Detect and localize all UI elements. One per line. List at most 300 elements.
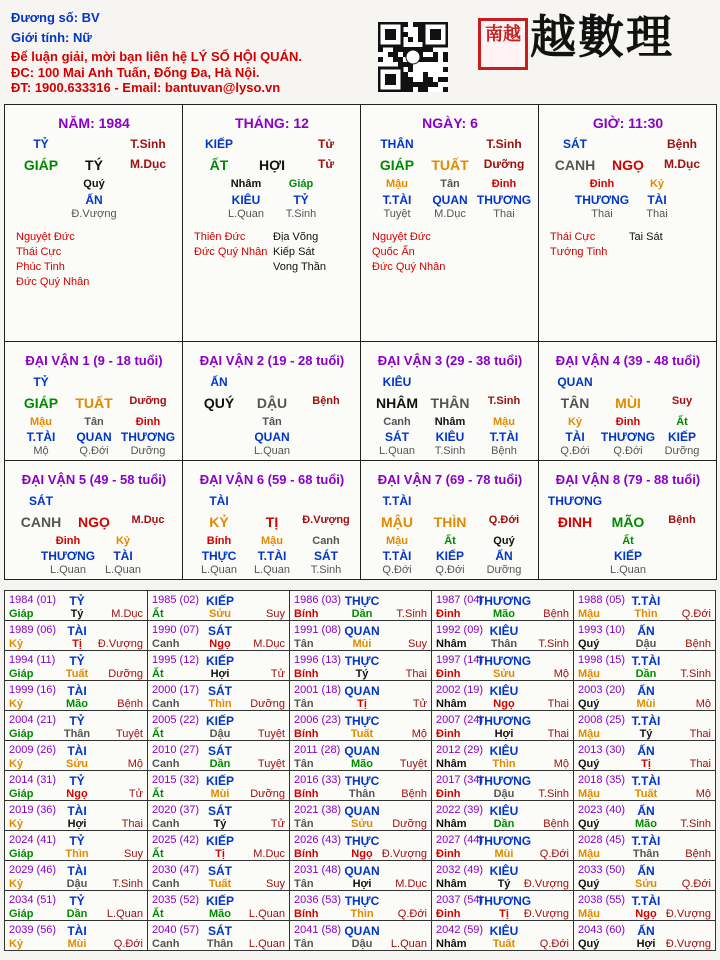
year-label: 1993 (10) <box>578 624 626 636</box>
year-stem: Đinh <box>436 848 461 860</box>
year-stage: Bệnh <box>685 638 711 650</box>
year-god: TÀI <box>67 924 87 938</box>
hidden-stage: L.Quan <box>227 208 265 220</box>
year-label: 2038 (55) <box>578 894 626 906</box>
hidden-stem: Mậu <box>386 178 408 190</box>
year-stage: M.Dục <box>111 608 143 620</box>
year-branch: Thìn <box>634 608 658 620</box>
year-branch: Mùi <box>636 698 656 710</box>
hidden-god: THƯƠNG <box>40 549 96 563</box>
year-stem: Giáp <box>9 728 34 740</box>
hidden-god: T.TÀI <box>382 549 412 563</box>
year-label: 1990 (07) <box>152 624 200 636</box>
year-branch: Tuất <box>65 668 89 680</box>
year-stem: Canh <box>152 638 180 650</box>
hidden-stem: Đinh <box>55 535 81 547</box>
star-item: Phúc Tinh <box>16 261 65 273</box>
year-label: 2030 (47) <box>152 864 200 876</box>
year-label: 2020 (37) <box>152 804 200 816</box>
year-stem: Tân <box>294 758 314 770</box>
hidden-stage: Thai <box>646 208 668 220</box>
hidden-stage: Đ.Vượng <box>71 208 117 220</box>
year-branch: Tý <box>213 818 227 830</box>
year-god: SÁT <box>208 924 232 938</box>
year-cell <box>289 620 432 651</box>
star-item: Đức Quý Nhân <box>372 261 446 273</box>
year-stage: Q.Đới <box>539 938 569 950</box>
hidden-god: T.TÀI <box>489 430 519 444</box>
logo-char: 數 <box>578 10 626 64</box>
year-stem: Đinh <box>436 788 461 800</box>
hidden-stem: Nhâm <box>230 178 262 190</box>
year-cell <box>431 590 574 621</box>
hidden-stem: Tân <box>84 416 104 428</box>
year-stem: Quý <box>578 938 600 950</box>
owner-line: Đương số: BV <box>11 10 100 25</box>
year-stem: Mậu <box>578 908 600 920</box>
year-cell <box>147 740 290 771</box>
year-branch: Thìn <box>65 848 89 860</box>
year-god: QUAN <box>344 744 380 758</box>
year-stage: Tuyệt <box>399 758 427 770</box>
year-stage: Mộ <box>695 698 711 710</box>
logo-char: 越 <box>530 10 578 64</box>
year-branch: Mùi <box>352 638 372 650</box>
gender-line: Giới tính: Nữ <box>11 30 92 45</box>
stage-note: Dưỡng <box>129 395 167 407</box>
year-stem: Kỷ <box>9 638 24 650</box>
luck-title: ĐẠI VẬN 1 (9 - 18 tuổi) <box>25 353 163 368</box>
luck-pillar-1 <box>4 341 183 461</box>
year-god: T.TÀI <box>631 774 661 788</box>
year-stage: M.Dục <box>395 878 427 890</box>
year-stage: Suy <box>266 878 285 890</box>
heavenly-stem: QUÝ <box>203 395 235 411</box>
logo-title <box>530 10 674 64</box>
year-stage: Đ.Vượng <box>381 848 427 860</box>
year-label: 2037 (54) <box>436 894 484 906</box>
year-stage: Thai <box>689 728 711 740</box>
earthly-branch: TÝ <box>85 157 103 173</box>
year-god: T.TÀI <box>631 654 661 668</box>
ten-god: ẤN <box>210 375 228 389</box>
year-label: 2040 (57) <box>152 924 200 936</box>
year-cell <box>4 890 148 921</box>
year-label: 1998 (15) <box>578 654 626 666</box>
hidden-god: TÀI <box>647 193 667 207</box>
star-item: Kiếp Sát <box>273 246 315 258</box>
year-stage: Dưỡng <box>392 818 427 830</box>
year-stage: L.Quan <box>248 938 285 950</box>
year-cell <box>431 770 574 801</box>
year-cell <box>431 800 574 831</box>
year-label: 2017 (34) <box>436 774 484 786</box>
luck-pillar-4 <box>538 341 717 461</box>
year-label: 2029 (46) <box>9 864 57 876</box>
year-god: TỶ <box>69 774 85 788</box>
year-stem: Bính <box>294 848 319 860</box>
year-label: 2000 (17) <box>152 684 200 696</box>
year-label: 2026 (43) <box>294 834 342 846</box>
hidden-god: KIẾP <box>435 549 465 563</box>
hidden-stage: T.Sinh <box>310 564 342 576</box>
hidden-stem: Bính <box>206 535 232 547</box>
star-item: Đức Quý Nhân <box>16 276 90 288</box>
year-cell <box>573 860 716 891</box>
year-label: 2016 (33) <box>294 774 342 786</box>
hidden-stage: M.Dục <box>434 208 466 220</box>
year-stem: Quý <box>578 698 600 710</box>
year-god: ẤN <box>637 744 655 758</box>
year-cell <box>431 890 574 921</box>
hidden-god: QUAN <box>76 430 112 444</box>
year-stage: Tử <box>270 668 285 680</box>
year-stage: Đ.Vượng <box>523 878 569 890</box>
year-stem: Bính <box>294 608 319 620</box>
heavenly-stem: GIÁP <box>23 395 59 411</box>
hidden-god: THƯƠNG <box>574 193 630 207</box>
year-stem: Mậu <box>578 728 600 740</box>
hidden-god: TÀI <box>113 549 133 563</box>
year-cell <box>289 860 432 891</box>
year-stage: Bệnh <box>685 848 711 860</box>
hidden-god: THƯƠNG <box>120 430 176 444</box>
year-stem: Ất <box>152 788 164 800</box>
year-god: THỰC <box>344 894 380 908</box>
year-god: KIÊU <box>489 804 519 818</box>
year-branch: Hợi <box>352 878 372 890</box>
year-label: 2019 (36) <box>9 804 57 816</box>
year-branch: Thân <box>63 728 91 740</box>
year-branch: Tị <box>72 638 82 650</box>
year-stage: Bệnh <box>543 608 569 620</box>
year-god: ẤN <box>637 804 655 818</box>
year-stem: Quý <box>578 758 600 770</box>
year-cell <box>289 770 432 801</box>
year-stem: Mậu <box>578 608 600 620</box>
year-stage: T.Sinh <box>680 818 711 830</box>
year-stem: Mậu <box>578 848 600 860</box>
hidden-stage: L.Quan <box>609 564 647 576</box>
year-label: 1988 (05) <box>578 594 626 606</box>
year-label: 2043 (60) <box>578 924 626 936</box>
year-stem: Kỷ <box>9 818 24 830</box>
hidden-stem: Mậu <box>493 416 515 428</box>
hidden-stage: L.Quan <box>104 564 142 576</box>
year-label: 2004 (21) <box>9 714 57 726</box>
year-branch: Dần <box>493 818 515 830</box>
year-god: KIẾP <box>205 774 235 788</box>
year-stage: L.Quan <box>106 908 143 920</box>
year-god: THƯƠNG <box>476 834 532 848</box>
year-stage: Thai <box>405 668 427 680</box>
year-stage: M.Dục <box>253 848 285 860</box>
year-stem: Kỷ <box>9 698 24 710</box>
year-god: THỰC <box>344 654 380 668</box>
year-god: QUAN <box>344 684 380 698</box>
year-branch: Thân <box>490 638 518 650</box>
year-label: 2018 (35) <box>578 774 626 786</box>
year-stage: Q.Đới <box>539 848 569 860</box>
year-stem: Tân <box>294 698 314 710</box>
hidden-god: T.TÀI <box>382 193 412 207</box>
ten-god: KIÊU <box>382 375 412 389</box>
hidden-stage: Dưỡng <box>486 564 522 576</box>
address-line: ĐC: 100 Mai Anh Tuấn, Đống Đa, Hà Nội. <box>11 65 260 80</box>
hidden-stem: Kỷ <box>649 178 665 190</box>
hidden-stem: Canh <box>312 535 340 547</box>
year-branch: Tuất <box>208 878 232 890</box>
year-label: 2031 (48) <box>294 864 342 876</box>
heavenly-stem: KỶ <box>209 514 229 530</box>
year-branch: Ngọ <box>351 848 373 860</box>
stars-left <box>194 230 267 260</box>
year-cell <box>289 590 432 621</box>
year-stage: Thai <box>547 728 569 740</box>
earthly-branch: TUẤT <box>75 395 113 411</box>
hidden-god: ẤN <box>85 193 103 207</box>
hidden-god: TÀI <box>565 430 585 444</box>
year-stem: Bính <box>294 728 319 740</box>
luck-title: ĐẠI VẬN 3 (29 - 38 tuổi) <box>377 353 523 368</box>
year-branch: Ngọ <box>209 638 231 650</box>
year-god: SÁT <box>208 744 232 758</box>
year-branch: Dậu <box>66 878 88 890</box>
luck-title: ĐẠI VẬN 7 (69 - 78 tuổi) <box>377 472 523 487</box>
hidden-stage: Dưỡng <box>130 445 166 457</box>
ten-god: TỶ <box>33 375 49 389</box>
year-cell <box>4 620 148 651</box>
year-stage: Suy <box>408 638 427 650</box>
hidden-stage: Q.Đới <box>79 445 109 457</box>
year-label: 1984 (01) <box>9 594 57 606</box>
ten-god: THÂN <box>380 137 414 151</box>
star-item: Tướng Tinh <box>550 246 608 258</box>
hidden-stem: Đinh <box>589 178 615 190</box>
year-stem: Giáp <box>9 788 34 800</box>
year-cell <box>147 680 290 711</box>
year-branch: Mão <box>209 908 231 920</box>
year-god: TỶ <box>69 714 85 728</box>
hidden-stem: Giáp <box>288 178 314 190</box>
year-cell <box>573 830 716 861</box>
year-branch: Mùi <box>67 938 87 950</box>
ten-god: SÁT <box>563 137 587 151</box>
year-god: T.TÀI <box>631 714 661 728</box>
star-item: Nguyệt Đức <box>16 231 75 243</box>
year-god: TÀI <box>67 804 87 818</box>
hidden-stem: Ất <box>622 535 634 547</box>
year-cell <box>431 680 574 711</box>
year-branch: Dần <box>209 758 231 770</box>
year-branch: Tị <box>357 698 367 710</box>
year-stem: Canh <box>152 698 180 710</box>
year-stage: Tử <box>412 698 427 710</box>
year-stem: Bính <box>294 668 319 680</box>
year-branch: Mão <box>351 758 373 770</box>
pillar-title: NĂM: 1984 <box>58 115 130 131</box>
earthly-branch: THÌN <box>433 514 467 530</box>
year-cell <box>147 800 290 831</box>
pillar-title: THÁNG: 12 <box>235 115 309 131</box>
stars-left <box>372 230 445 275</box>
year-stem: Ất <box>152 848 164 860</box>
year-stem: Canh <box>152 818 180 830</box>
stage-note: Bệnh <box>312 395 340 407</box>
year-god: ẤN <box>637 684 655 698</box>
year-cell <box>147 860 290 891</box>
year-label: 1992 (09) <box>436 624 484 636</box>
year-god: TÀI <box>67 684 87 698</box>
year-branch: Thân <box>206 938 234 950</box>
hidden-stage: L.Quan <box>253 445 291 457</box>
year-branch: Mùi <box>494 848 514 860</box>
year-branch: Mùi <box>210 788 230 800</box>
heavenly-stem: ĐINH <box>557 514 593 530</box>
year-branch: Hợi <box>494 728 514 740</box>
luck-pillar-2 <box>182 341 361 461</box>
ten-god: TÀI <box>209 494 229 508</box>
year-god: TÀI <box>67 624 87 638</box>
year-god: TÀI <box>67 744 87 758</box>
year-stem: Giáp <box>9 608 34 620</box>
hidden-stem: Tân <box>440 178 460 190</box>
year-label: 2006 (23) <box>294 714 342 726</box>
year-cell <box>147 890 290 921</box>
year-cell <box>431 650 574 681</box>
hidden-stage: Q.Đới <box>382 564 412 576</box>
year-branch: Tý <box>639 728 653 740</box>
year-god: KIÊU <box>489 684 519 698</box>
year-god: SÁT <box>208 804 232 818</box>
year-god: SÁT <box>208 624 232 638</box>
stage-note: Q.Đới <box>488 514 520 526</box>
year-label: 2023 (40) <box>578 804 626 816</box>
year-cell <box>289 890 432 921</box>
ten-god: T.TÀI <box>382 494 412 508</box>
hidden-god: KIÊU <box>231 193 261 207</box>
hidden-stem: Đinh <box>491 178 517 190</box>
phone-email-line: ĐT: 1900.633316 - Email: bantuvan@lyso.vn <box>11 80 281 95</box>
year-god: T.TÀI <box>631 894 661 908</box>
stage-note: Bệnh <box>668 514 696 526</box>
year-stem: Ất <box>152 908 164 920</box>
year-stem: Kỷ <box>9 878 24 890</box>
earthly-branch: DẬU <box>256 395 288 411</box>
year-branch: Dần <box>66 908 88 920</box>
year-stage: Dưỡng <box>250 698 285 710</box>
stem-stage-note: T.Sinh <box>130 137 166 151</box>
hidden-stem: Ất <box>444 535 456 547</box>
year-label: 2001 (18) <box>294 684 342 696</box>
year-stage: Q.Đới <box>113 938 143 950</box>
year-stage: L.Quan <box>390 938 427 950</box>
year-cell <box>4 830 148 861</box>
year-stage: Thai <box>689 758 711 770</box>
year-cell <box>4 920 148 951</box>
year-stem: Bính <box>294 788 319 800</box>
hidden-stem: Quý <box>83 178 105 190</box>
star-item: Thái Cực <box>550 231 596 243</box>
year-stage: Tử <box>128 788 143 800</box>
ten-god: KIẾP <box>204 137 234 151</box>
star-item: Thiên Đức <box>194 231 246 243</box>
pillar-2 <box>182 104 361 342</box>
luck-title: ĐẠI VẬN 4 (39 - 48 tuổi) <box>555 353 701 368</box>
year-branch: Thìn <box>208 698 232 710</box>
year-label: 2015 (32) <box>152 774 200 786</box>
year-stem: Đinh <box>436 728 461 740</box>
star-item: Vong Thần <box>273 261 327 273</box>
earthly-branch: MÃO <box>611 514 645 530</box>
hidden-stem: Mậu <box>261 535 283 547</box>
year-god: THỰC <box>344 774 380 788</box>
year-cell <box>573 710 716 741</box>
year-stem: Nhâm <box>436 758 467 770</box>
year-god: ẤN <box>637 924 655 938</box>
year-stem: Kỷ <box>9 758 24 770</box>
year-cell <box>573 680 716 711</box>
luck-pillar-7 <box>360 460 539 580</box>
luck-title: ĐẠI VẬN 6 (59 - 68 tuổi) <box>199 472 345 487</box>
hidden-stem: Quý <box>493 535 515 547</box>
year-branch: Tý <box>497 878 511 890</box>
year-god: SÁT <box>208 684 232 698</box>
year-stem: Nhâm <box>436 638 467 650</box>
year-branch: Tý <box>70 608 84 620</box>
hidden-god: KIẾP <box>613 549 643 563</box>
year-god: THƯƠNG <box>476 894 532 908</box>
year-label: 1994 (11) <box>9 654 56 666</box>
year-stage: Đ.Vượng <box>665 908 711 920</box>
year-stem: Quý <box>578 638 600 650</box>
year-branch: Sửu <box>634 878 658 890</box>
stage-note: Suy <box>671 395 693 407</box>
hidden-stage: Q.Đới <box>613 445 643 457</box>
year-label: 1997 (14) <box>436 654 484 666</box>
year-stem: Quý <box>578 818 600 830</box>
year-god: KIÊU <box>489 624 519 638</box>
year-label: 2039 (56) <box>9 924 57 936</box>
year-stage: Tuyệt <box>257 728 285 740</box>
year-stage: Mộ <box>127 758 143 770</box>
year-stem: Nhâm <box>436 698 467 710</box>
hidden-stem: Kỷ <box>567 416 583 428</box>
luck-pillar-6 <box>182 460 361 580</box>
year-stem: Bính <box>294 908 319 920</box>
year-stage: Suy <box>124 848 143 860</box>
year-god: KIẾP <box>205 654 235 668</box>
year-branch: Sửu <box>65 758 89 770</box>
year-stage: Mộ <box>553 668 569 680</box>
year-stage: Đ.Vượng <box>97 638 143 650</box>
branch-stage-note: M.Dục <box>664 157 700 171</box>
year-stem: Đinh <box>436 608 461 620</box>
year-cell <box>4 710 148 741</box>
year-stage: Q.Đới <box>681 878 711 890</box>
year-god: KIẾP <box>205 594 235 608</box>
year-branch: Thìn <box>492 758 516 770</box>
year-cell <box>147 590 290 621</box>
heavenly-stem: ẤT <box>209 157 229 173</box>
year-branch: Dần <box>351 608 373 620</box>
year-stem: Nhâm <box>436 818 467 830</box>
year-label: 2028 (45) <box>578 834 626 846</box>
year-branch: Sửu <box>350 818 374 830</box>
year-label: 2021 (38) <box>294 804 342 816</box>
earthly-branch: NGỌ <box>78 514 110 530</box>
earthly-branch: TUẤT <box>431 157 469 173</box>
